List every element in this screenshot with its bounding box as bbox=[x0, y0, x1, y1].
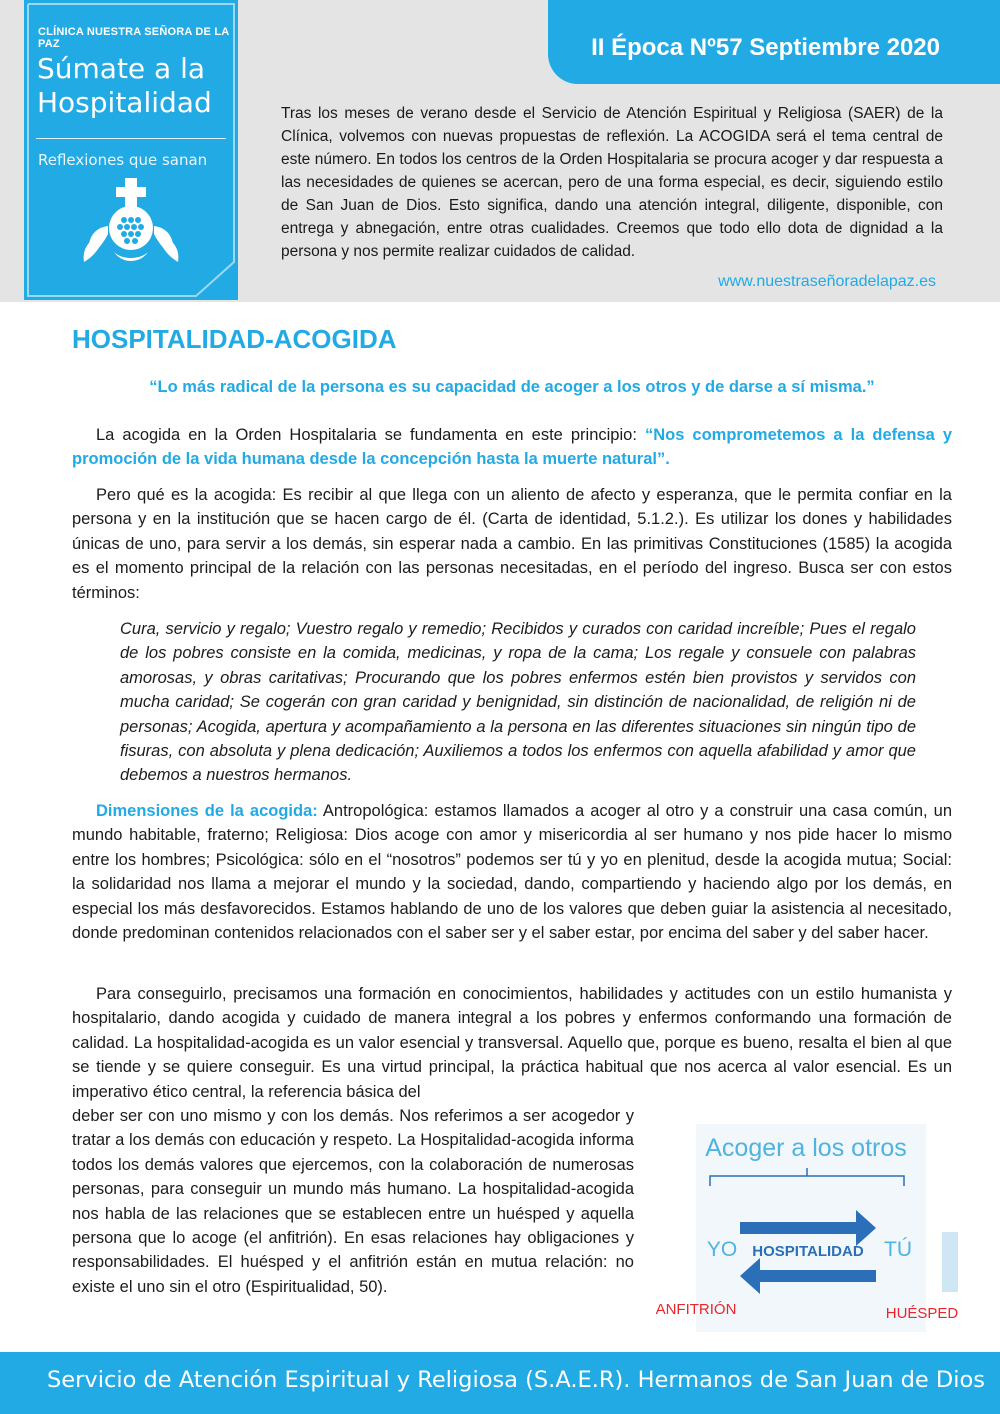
paragraph-formation bbox=[72, 982, 952, 1104]
acoger-diagram bbox=[656, 1124, 958, 1332]
paragraph-dimensions bbox=[72, 799, 952, 945]
intro-text: Tras los meses de verano desde el Servicio de Atención Espiritual y Religiosa (SAER) de la Clínica, volvemos con nuevas propuestas de reflexión. La ACOGIDA será el tema central de este número. En todos los centros de la Orden Hospitalaria se procura acoger y dar respuesta a las necesidades de quienes se acercan, pero de una forma especial, es decir, siguiendo estilo de San Juan de Dios. Esto significa, dando una atención integral, diligente, disponible, con entrega y abnegación, entre otras cualidades. Creemos que todo ello dota de dignidad a la persona y nos permite realizar cuidados de calidad. bbox=[281, 105, 943, 260]
issue-tab bbox=[548, 0, 1000, 84]
paragraph-host-guest: deber ser con uno mismo y con los demás. Nos referimos a ser acogedor y tratar a los demás con educación y respeto. La Hospitalidad-acogida informa todos los demás valores que ejercemos, con la colaboración de numerosas personas, para conseguir un mundo más humano. La hospitalidad-acogida nos habla de las relaciones que se establecen entre un huésped y aquella persona que lo acoge (el anfitrión). En esas relaciones hay obligaciones y responsabilidades. El huésped y el anfitrión están en mutua relación: no existe el uno sin el otro (Espiritualidad, 50). bbox=[72, 1107, 634, 1296]
logo bbox=[24, 0, 238, 300]
diagram-center-label: HOSPITALIDAD bbox=[752, 1243, 864, 1260]
paragraph-principle-highlight: “Nos comprometemos a la defensa y promoción de la vida humana desde la concepción hasta la muerte natural”. bbox=[72, 426, 953, 469]
paragraph-principle-text: La acogida en la Orden Hospitalaria se fundamenta en este principio: bbox=[96, 426, 645, 444]
diagram-guest-label: HUÉSPED bbox=[885, 1305, 958, 1322]
paragraph-principle bbox=[72, 423, 952, 472]
logo-divider bbox=[36, 138, 226, 139]
diagram-left-label: YO bbox=[706, 1238, 738, 1261]
article-quote: “Lo más radical de la persona es su capacidad de acoger a los otros y de darse a sí misma.” bbox=[149, 378, 875, 396]
paragraph-formation-text: Para conseguirlo, precisamos una formación en conocimientos, habilidades y actitudes con un estilo humanista y hospitalario, dando acogida y cuidado de manera integral a los pobres y enfermos conformando una formación de calidad. La hospitalidad-acogida es un valor esencial y transversal. Aquello que, porque es bueno, resalta el bien al que se tiende y se quiere conseguir. Es una virtud principal, la práctica habitual que nos acerca al valor esencial. Es un imperativo ético central, la referencia básica del bbox=[72, 985, 952, 1101]
paragraph-definition bbox=[72, 483, 952, 605]
diagram-host-label: ANFITRIÓN bbox=[656, 1301, 737, 1318]
logo-title-line2: Hospitalidad bbox=[37, 86, 212, 119]
logo-subtitle: Reflexiones que sanan bbox=[38, 151, 208, 169]
article-title: HOSPITALIDAD-ACOGIDA bbox=[72, 324, 397, 354]
issue-label: II Época Nº57 Septiembre 2020 bbox=[591, 34, 940, 61]
constitutions-quote-block: Cura, servicio y regalo; Vuestro regalo y remedio; Recibidos y curados con caridad increíble; Pues el regalo de los pobres consiste en la comida, medicinas, y ropa de la cama; Los regale y consuele con palabras amorosas, y obras caritativas; Procurando que los pobres enfermos estén bien provistos y servidos con mucha caridad; Se cogerán con gran caridad y benignidad, sin distinción de nacionalidad, de religión ni de personas; Acogida, apertura y acompañamiento a la persona en las diferentes situaciones sin ningún tipo de fisuras, con absoluta y plena dedicación; Auxiliemos a todos los enfermos con aquella afabilidad y amor que debemos a nuestros hermanos. bbox=[120, 620, 916, 785]
pomegranate-cross-emblem-icon bbox=[78, 176, 184, 266]
footer-text: Servicio de Atención Espiritual y Religiosa (S.A.E.R). Hermanos de San Juan de Dios bbox=[47, 1367, 985, 1393]
paragraph-dimensions-text: Antropológica: estamos llamados a acoger al otro y a construir una casa común, un mundo habitable, fraterno; Religiosa: Dios acoge con amor y misericordia al ser humano y nos pide hacer lo mismo entre los hombres; Psicológica: sólo en el “nosotros” podemos ser tú y yo en plenitud, desde la acogida mutua; Social: la solidaridad nos llama a mejorar el mundo y la sociedad, dando, compartiendo y haciendo algo por los demás, en especial los más desfavorecidos. Estamos hablando de uno de los valores que deben guiar la asistencia al necesitado, donde predominan contenidos relacionados con el saber ser y el saber estar, por encima del saber y del saber hacer. bbox=[72, 802, 953, 943]
dimensions-label: Dimensiones de la acogida: bbox=[96, 802, 318, 820]
website-link[interactable]: www.nuestraseñoradelapaz.es bbox=[718, 273, 936, 290]
logo-title-line1: Súmate a la bbox=[37, 52, 206, 85]
footer bbox=[0, 1352, 1000, 1414]
diagram-right-label: TÚ bbox=[884, 1238, 912, 1261]
diagram-title: Acoger a los otros bbox=[705, 1134, 907, 1162]
decorative-shape bbox=[942, 1232, 958, 1292]
logo-clinic-name: CLÍNICA NUESTRA SEÑORA DE LA PAZ bbox=[38, 26, 229, 50]
paragraph-definition-text: Pero qué es la acogida: Es recibir al que llega con un aliento de afecto y esperanza, que le permita confiar en la persona y en la institución que se hacen cargo de él. (Carta de identidad, 5.1.2.). Es utilizar los dones y habilidades únicas de uno, para servir a los demás, sin esperar nada a cambio. En las primitivas Constituciones (1585) la acogida es el momento principal de la relación con las personas necesitadas, en el período del ingreso. Busca ser con estos términos: bbox=[72, 486, 952, 602]
logo-title bbox=[37, 52, 212, 120]
